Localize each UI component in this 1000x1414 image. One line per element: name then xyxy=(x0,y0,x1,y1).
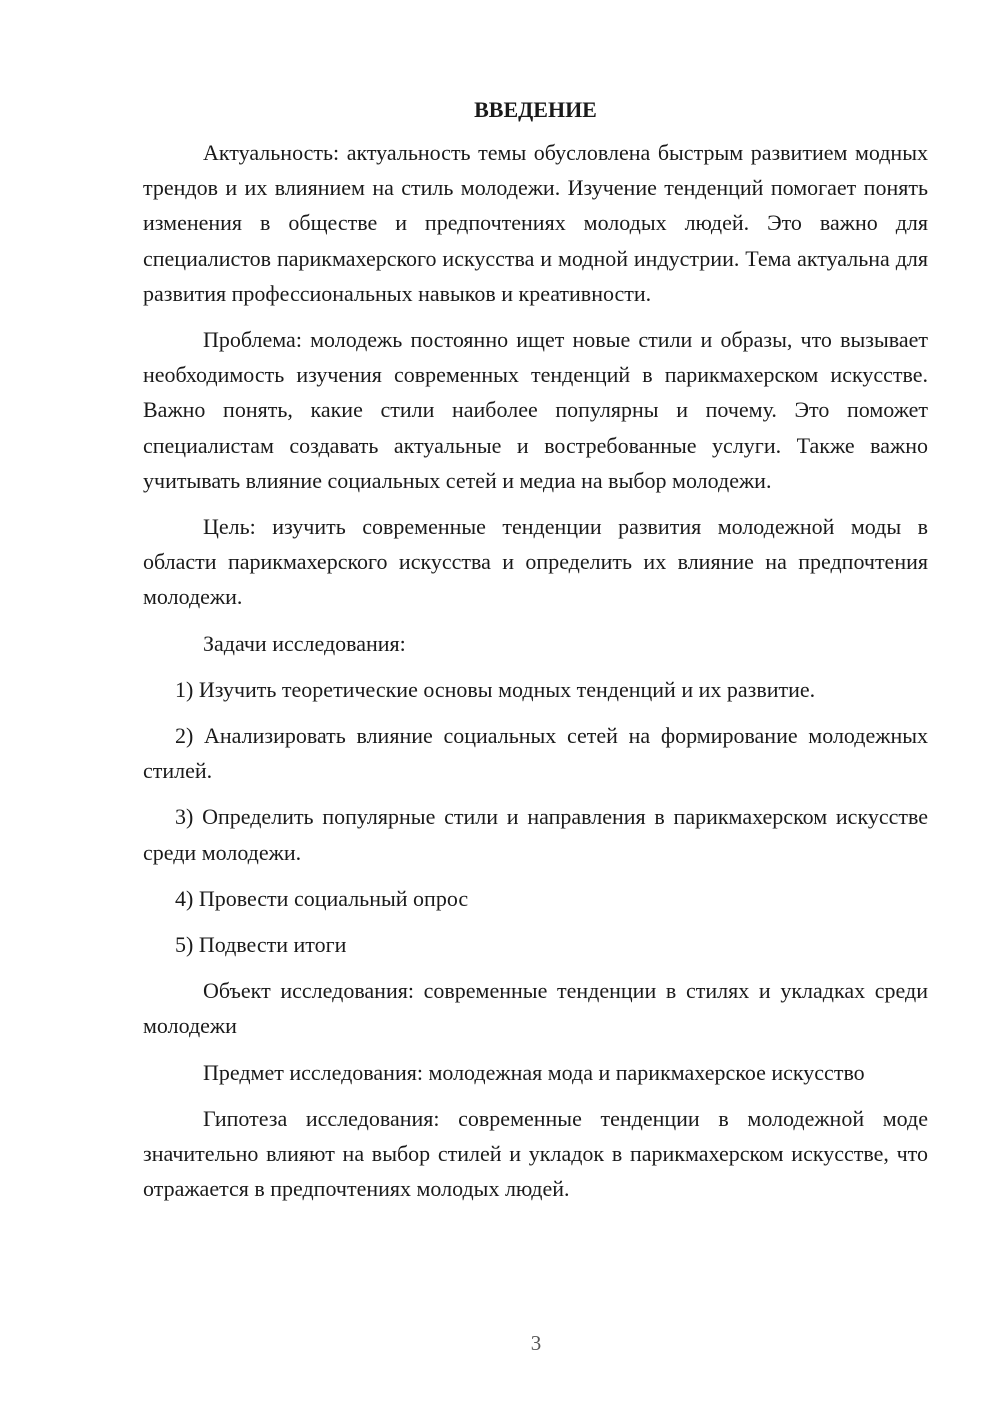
tasks-heading: Задачи исследования: xyxy=(203,630,406,656)
problem-paragraph: Проблема: молодежь постоянно ищет новые стили и образы, что вызывает необходимость изучения современных тенденций в парикмахерском искусстве. Важно понять, какие стили наиболее популярны и почему. Это поможет специалистам создавать актуальные и востребованные услуги. Также важно учитывать влияние социальных сетей и медиа на выбор молодежи. xyxy=(143,327,928,493)
section-title: ВВЕДЕНИЕ xyxy=(474,97,597,122)
relevance-paragraph: Актуальность: актуальность темы обусловлена быстрым развитием модных трендов и их влиянием на стиль молодежи. Изучение тенденций помогает понять изменения в обществе и предпочтениях молодых людей. Это важно для специалистов парикмахерского искусства и модной индустрии. Тема актуальна для развития профессиональных навыков и креативности. xyxy=(143,140,928,306)
task-item-2: 2) Анализировать влияние социальных сетей на формирование молодежных стилей. xyxy=(143,723,928,784)
page-number: 3 xyxy=(530,1331,542,1355)
task-item-4: 4) Провести социальный опрос xyxy=(175,885,469,911)
hypothesis-paragraph: Гипотеза исследования: современные тенденции в молодежной моде значительно влияют на выбор стилей и укладок в парикмахерском искусстве, что отражается в предпочтениях молодых людей. xyxy=(143,1105,928,1202)
subject-paragraph: Предмет исследования: молодежная мода и парикмахерское искусство xyxy=(203,1059,865,1085)
goal-paragraph: Цель: изучить современные тенденции развития молодежной моды в области парикмахерского искусства и определить их влияние на предпочтения молодежи. xyxy=(143,514,928,610)
object-paragraph: Объект исследования: современные тенденции в стилях и укладках среди молодежи xyxy=(143,978,928,1039)
task-item-1: 1) Изучить теоретические основы модных тенденций и их развитие. xyxy=(175,676,816,702)
task-item-3: 3) Определить популярные стили и направления в парикмахерском искусстве среди молодежи. xyxy=(143,804,928,865)
task-item-5: 5) Подвести итоги xyxy=(175,932,347,958)
document-page xyxy=(143,92,928,1217)
